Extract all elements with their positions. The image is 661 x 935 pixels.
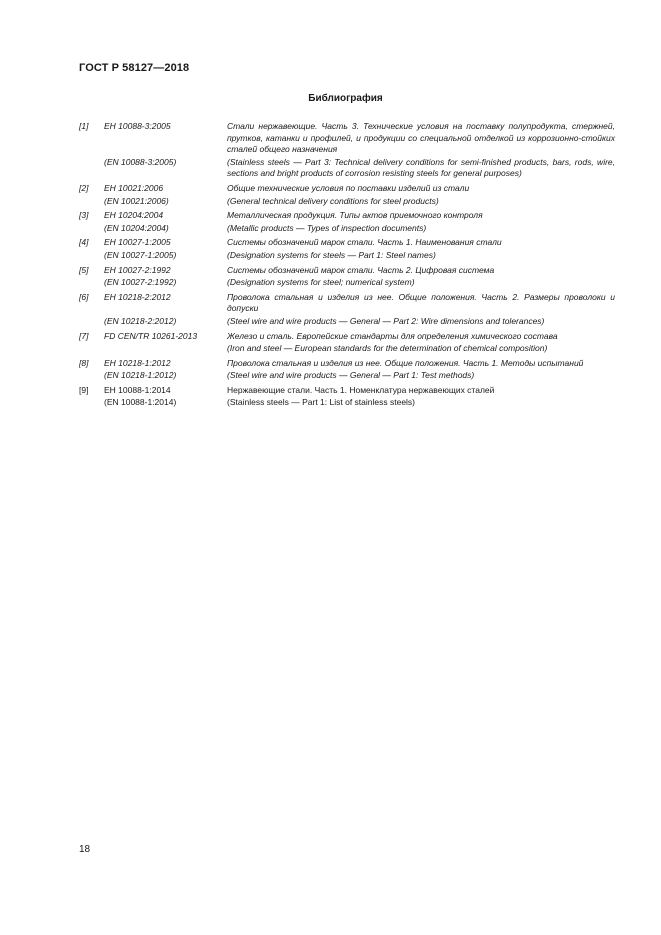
bibliography-entry xyxy=(79,210,615,234)
section-title: Библиография xyxy=(308,93,383,104)
entry-standard-code: ЕН 10218-1:2012 xyxy=(104,357,171,368)
entry-english-line xyxy=(79,397,615,409)
entry-standard-code-english: (EN 10027-2:1992) xyxy=(104,277,177,288)
entry-standard-code: ЕН 10218-2:2012 xyxy=(104,291,171,302)
bibliography-entry xyxy=(79,331,615,355)
entry-english-line xyxy=(79,370,615,382)
entry-russian-line xyxy=(79,121,615,156)
entry-standard-code-english: (EN 10218-1:2012) xyxy=(104,370,177,381)
entry-title-russian: Нержавеющие стали. Часть 1. Номенклатура нержавеющих сталей xyxy=(227,384,495,395)
entry-standard-code: ЕН 10204:2004 xyxy=(104,210,164,221)
entry-standard-code-english: (EN 10088-1:2014) xyxy=(104,397,177,408)
document-header: ГОСТ Р 58127—2018 xyxy=(79,62,190,74)
entry-standard-code: ЕН 10027-1:2005 xyxy=(104,237,171,248)
entry-title-russian: Проволока стальная и изделия из нее. Общие положения. Часть 1. Методы испытаний xyxy=(227,357,584,368)
entry-title-english: (Designation systems for steel; numerical system) xyxy=(227,277,415,288)
entry-number: [8] xyxy=(79,357,89,368)
entry-title-english: (Steel wire and wire products — General — Part 1: Test methods) xyxy=(227,370,475,381)
entry-title-russian: Металлическая продукция. Типы актов приемочного контроля xyxy=(227,210,483,221)
entry-russian-line xyxy=(79,265,615,277)
bibliography-entry xyxy=(79,292,615,328)
bibliography-list xyxy=(79,121,615,412)
entry-number-spacer xyxy=(79,223,104,235)
entry-title-russian: Железо и сталь. Европейские стандарты для определения химического состава xyxy=(227,330,558,341)
page-number: 18 xyxy=(79,844,91,855)
entry-standard-code: ЕН 10027-2:1992 xyxy=(104,264,171,275)
entry-english-line xyxy=(79,250,615,262)
entry-number-spacer xyxy=(79,157,104,180)
entry-standard-code-english: (EN 10088-3:2005) xyxy=(104,156,177,167)
bibliography-entry xyxy=(79,237,615,261)
bibliography-entry xyxy=(79,121,615,180)
entry-standard-code: ЕН 10021:2006 xyxy=(104,182,164,193)
entry-title-english: (Designation systems for steels — Part 1: Steel names) xyxy=(227,249,436,260)
entry-english-line xyxy=(79,157,615,180)
entry-russian-line xyxy=(79,237,615,249)
entry-russian-line xyxy=(79,358,615,370)
entry-title-english: (Stainless steels — Part 1: List of stainless steels) xyxy=(227,397,416,408)
entry-title-russian: Стали нержавеющие. Часть 3. Технические условия на поставку полупродукта, стержней, прутков, катанки и профилей, и продукции со специальной отделкой из коррозионно-стойких сталей общего назначения xyxy=(227,121,615,155)
entry-standard-code: ЕН 10088-3:2005 xyxy=(104,121,171,131)
entry-number-spacer xyxy=(79,250,104,262)
entry-number: [2] xyxy=(79,182,89,193)
bibliography-entry xyxy=(79,385,615,409)
entry-standard-code: ЕН 10088-1:2014 xyxy=(104,384,171,395)
entry-russian-line xyxy=(79,183,615,195)
entry-number-spacer xyxy=(79,343,104,355)
entry-title-russian: Системы обозначений марок стали. Часть 2. Цифровая система xyxy=(227,264,495,275)
bibliography-entry xyxy=(79,183,615,207)
entry-number: [3] xyxy=(79,210,89,221)
bibliography-entry xyxy=(79,358,615,382)
entry-russian-line xyxy=(79,385,615,397)
entry-number-spacer xyxy=(79,196,104,208)
entry-english-line xyxy=(79,343,615,355)
entry-standard-code-english: (EN 10027-1:2005) xyxy=(104,249,177,260)
entry-english-line xyxy=(79,316,615,328)
entry-title-english: (Metallic products — Types of inspection documents) xyxy=(227,222,427,233)
entry-title-english: (Steel wire and wire products — General — Part 2: Wire dimensions and tolerances) xyxy=(227,315,545,326)
entry-title-russian: Общие технические условия по поставки изделий из стали xyxy=(227,182,470,193)
entry-number: [4] xyxy=(79,237,89,248)
entry-standard-code-english: (EN 10218-2:2012) xyxy=(104,315,177,326)
entry-english-line xyxy=(79,196,615,208)
entry-standard-code-english xyxy=(104,343,227,355)
entry-number: [7] xyxy=(79,330,89,341)
entry-number: [1] xyxy=(79,121,89,131)
entry-number: [5] xyxy=(79,264,89,275)
bibliography-entry xyxy=(79,265,615,289)
entry-title-russian: Проволока стальная и изделия из нее. Общие положения. Часть 2. Размеры проволоки и допуски xyxy=(227,291,615,314)
entry-english-line xyxy=(79,277,615,289)
entry-number-spacer xyxy=(79,397,104,409)
entry-standard-code: FD CEN/TR 10261-2013 xyxy=(104,330,198,341)
entry-number-spacer xyxy=(79,277,104,289)
entry-title-english: (Stainless steels — Part 3: Technical delivery conditions for semi-finished products, bars, rods, wire, sections and bright products of corrosion resisting steels for general purposes) xyxy=(227,156,615,179)
entry-english-line xyxy=(79,223,615,235)
entry-title-english: (General technical delivery conditions for steel products) xyxy=(227,195,439,206)
entry-russian-line xyxy=(79,292,615,315)
entry-title-russian: Системы обозначений марок стали. Часть 1. Наименования стали xyxy=(227,237,502,248)
entry-title-english: (Iron and steel — European standards for the determination of chemical composition) xyxy=(227,343,548,354)
entry-number-spacer xyxy=(79,370,104,382)
entry-number: [6] xyxy=(79,291,89,302)
entry-standard-code-english: (EN 10204:2004) xyxy=(104,222,169,233)
entry-russian-line xyxy=(79,210,615,222)
entry-number: [9] xyxy=(79,384,89,395)
entry-number-spacer xyxy=(79,316,104,328)
entry-standard-code-english: (EN 10021:2006) xyxy=(104,195,169,206)
entry-russian-line xyxy=(79,331,615,343)
